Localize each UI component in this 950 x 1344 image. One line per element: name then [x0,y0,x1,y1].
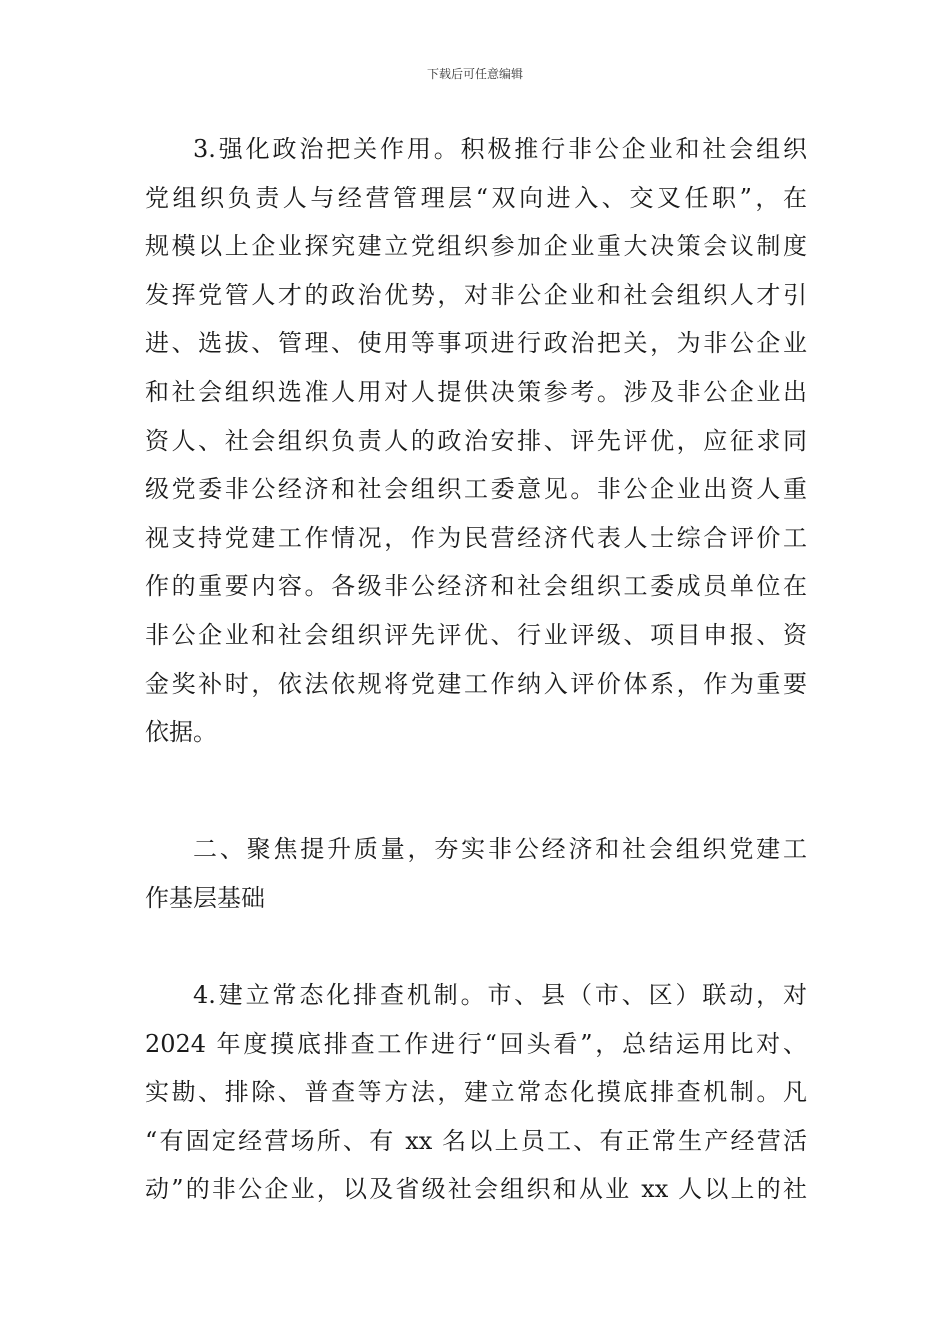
page-header: 下载后可任意编辑 [426,67,523,81]
section-heading-2 [145,825,807,922]
text-line: 动”的非公企业，以及省级社会组织和从业 xx 人以上的社 [145,1175,807,1204]
text-line: 实勘、排除、普查等方法，建立常态化摸底排查机制。凡 [145,1078,807,1107]
text-line: 党组织负责人与经营管理层“双向进入、交叉任职”，在 [145,183,807,212]
text-line: 级党委非公经济和社会组织工委意见。非公企业出资人重 [145,475,807,504]
heading-line: 作基层基础 [145,883,265,912]
text-line: 作的重要内容。各级非公经济和社会组织工委成员单位在 [145,572,807,601]
text-line: “有固定经营场所、有 xx 名以上员工、有正常生产经营活 [145,1126,807,1155]
text-line: 发挥党管人才的政治优势，对非公企业和社会组织人才引 [145,280,807,309]
text-line: 依据。 [145,718,217,747]
text-line: 金奖补时，依法依规将党建工作纳入评价体系，作为重要 [145,669,807,698]
text-line: 和社会组织选准人用对人提供决策参考。涉及非公企业出 [145,377,807,406]
text-line: 4.建立常态化排查机制。市、县（市、区）联动，对 [193,981,807,1009]
paragraph-4 [145,971,807,1214]
text-line: 进、选拔、管理、使用等事项进行政治把关，为非公企业 [145,329,807,358]
heading-line: 二、聚焦提升质量，夯实非公经济和社会组织党建工 [193,835,807,863]
text-line: 规模以上企业探究建立党组织参加企业重大决策会议制度 [145,232,807,261]
text-line: 2024 年度摸底排查工作进行“回头看”，总结运用比对、 [145,1029,807,1058]
text-line: 3.强化政治把关作用。积极推行非公企业和社会组织 [193,135,807,163]
text-line: 资人、社会组织负责人的政治安排、评先评优，应征求同 [145,426,807,455]
text-line: 非公企业和社会组织评先评优、行业评级、项目申报、资 [145,620,807,649]
paragraph-3 [145,125,807,757]
text-line: 视支持党建工作情况，作为民营经济代表人士综合评价工 [145,523,807,552]
